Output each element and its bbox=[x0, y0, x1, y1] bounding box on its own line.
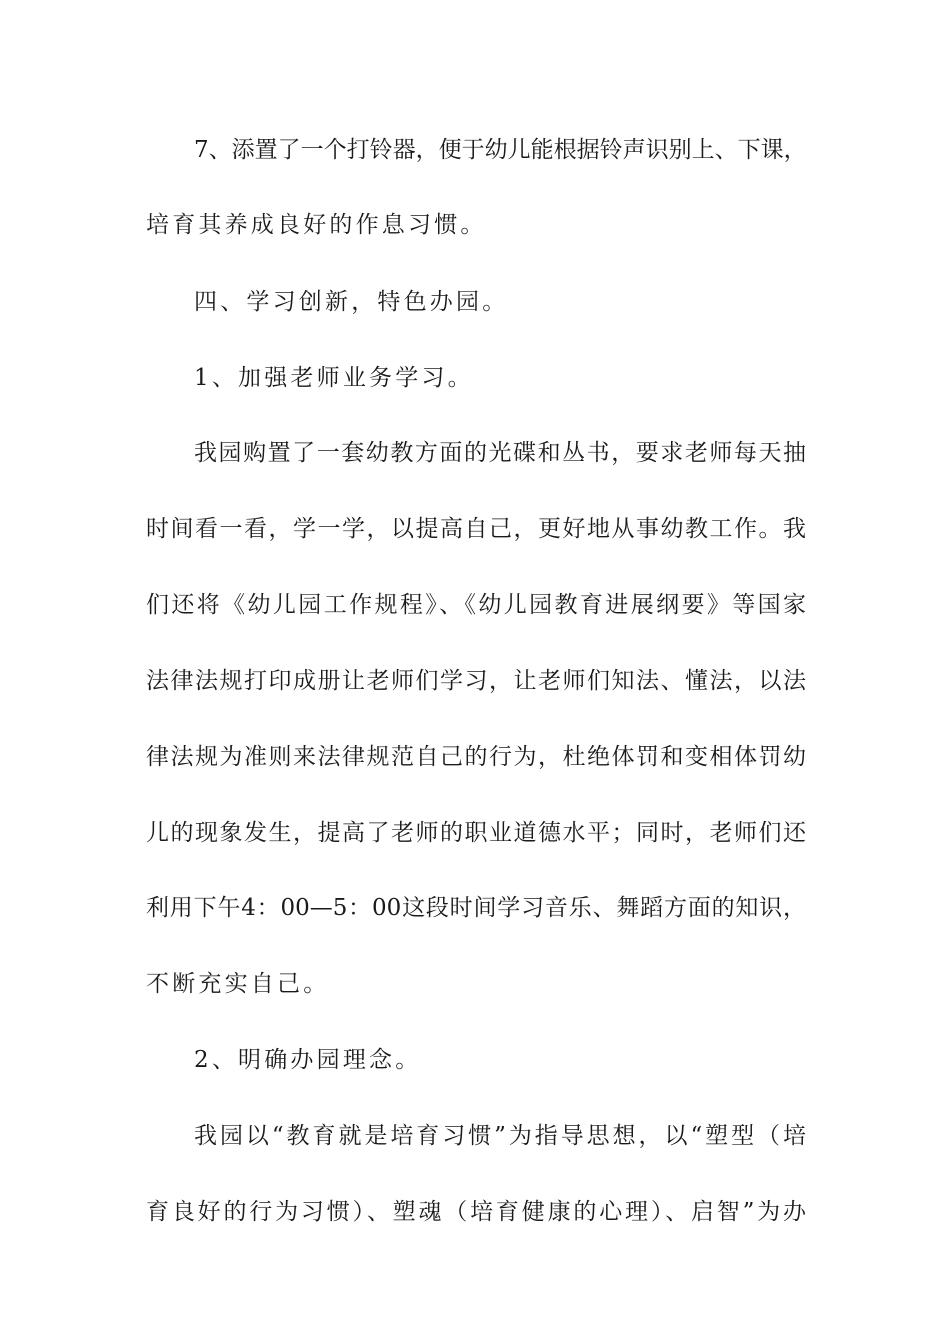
paragraph-line: 法律法规打印成册让老师们学习，让老师们知法、懂法，以法 bbox=[146, 668, 806, 694]
paragraph-line: 们还将《幼儿园工作规程》、《幼儿园教育进展纲要》等国家 bbox=[146, 592, 806, 618]
subsection-heading: 2、明确办园理念。 bbox=[194, 1047, 422, 1073]
paragraph-line: 律法规为准则来法律规范自己的行为，杜绝体罚和变相体罚幼 bbox=[146, 744, 806, 770]
paragraph-line: 我园以“教育就是培育习惯”为指导思想，以“塑型（培 bbox=[194, 1123, 806, 1149]
section-heading: 四、学习创新，特色办园。 bbox=[194, 289, 509, 315]
paragraph-line: 利用下午4：00—5：00这段时间学习音乐、舞蹈方面的知识， bbox=[146, 895, 806, 921]
paragraph-line: 7、添置了一个打铃器，便于幼儿能根据铃声识别上、下课， bbox=[194, 137, 807, 163]
paragraph-line: 育良好的行为习惯）、塑魂（培育健康的心理）、启智”为办 bbox=[146, 1199, 806, 1225]
paragraph-line: 时间看一看，学一学，以提高自己，更好地从事幼教工作。我 bbox=[146, 516, 806, 542]
paragraph-line: 不断充实自己。 bbox=[146, 971, 330, 997]
subsection-heading: 1、加强老师业务学习。 bbox=[194, 365, 474, 391]
paragraph-line: 培育其养成良好的作息习惯。 bbox=[146, 212, 487, 238]
paragraph-line: 我园购置了一套幼教方面的光碟和丛书，要求老师每天抽 bbox=[194, 440, 806, 466]
paragraph-line: 儿的现象发生，提高了老师的职业道德水平；同时，老师们还 bbox=[146, 820, 806, 846]
